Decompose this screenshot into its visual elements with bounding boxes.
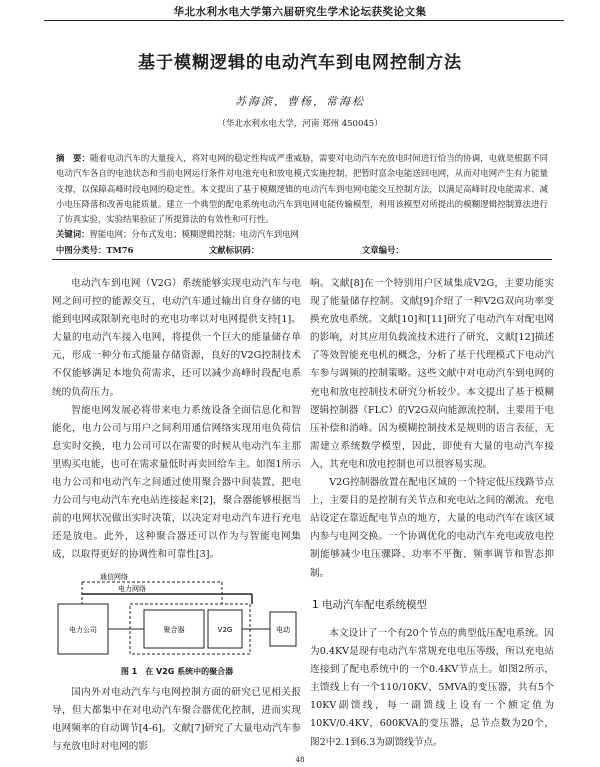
keywords-text: 智能电网；分布式发电；模糊逻辑控制；电动汽车到电网 [89, 229, 299, 239]
abstract-rule [52, 259, 552, 260]
cls-label: 中图分类号： [56, 245, 107, 255]
intro-paragraph-1: 电动汽车到电网（V2G）系统能够实现电动汽车与电网之间可控的能源交互，电动汽车通过输出自身存储的电能到电网或限制充电时的充电功率以对电网提供支持[1]。大量的电动汽车接入电网，将提供一个巨大的能量储存单元，形成一种分布式能量存储资源，良好的V2G控制技术不仅能够满足本地负荷需求，还可以减少高峰时段配电系统的负荷压力。 [52, 278, 301, 398]
right-column-top [310, 275, 554, 583]
intro-paragraph-3-cont: 响。文献[8]在一个特别用户区域集成V2G，主要功能实现了能量储存控制。文献[9]介绍了一种V2G双向功率变换充放电系统。文献[10]和[11]研究了电动汽车对配电网的影响，对其应用负载流技术进行了研究，文献[12]描述了等效智能充电机的概念，分析了基于代理模式下电动汽车参与调频的控制策略。这些文献中对电动汽车到电网的充电和放电控制技术研究分析较少。本文提出了基于模糊逻辑控制器（FLC）的V2G双向能源流控制，主要用于电压补偿和消峰。因为模糊控制技术是规则的语言表征，无需建立系统数学模型，因此，即使有大量的电动汽车接入，其充电和放电控制也可以很容易实现。 [310, 278, 554, 470]
page-number: 48 [295, 756, 305, 764]
section-1-heading: 1 电动汽车配电系统模型 [312, 599, 428, 611]
article-number-label: 文章编号： [361, 245, 404, 255]
classification-line [56, 244, 548, 256]
intro-paragraph-2: 智能电网发展必将带来电力系统设备全面信息化和智能化，电力公司与用户之间利用通信网络实现用电负荷信息实时交换，电力公司可以在需要的时候从电动汽车主那里购买电能，也可在需求量低时再卖回给车主。如图1所示电力公司和电动汽车之间通过使用聚合器中间装置，把电力公司与电动汽车充电站连接起来[2]，聚合器能够根据当前的电网状况做出实时决策，以决定对电动汽车进行充电还是放电。此外，这种聚合器还可以作为与智能电网集成，以取得更好的协调性和可靠性[3]。 [52, 404, 301, 561]
ev-label: 电动 [276, 626, 290, 634]
intro-paragraph-4: V2G控制器放置在配电区域的一个特定低压线路节点上，主要目的是控制有关节点和充电站之间的潮流。充电站设定在靠近配电节点的地方，大量的电动汽车在该区域内参与电网交换。一个协调优化的电动汽车充电或放电控制能够减少电压骤降、功率不平衡、频率调节和智态抑制。 [310, 477, 554, 579]
author-list: 苏海滨，曹杨，常海松 [235, 95, 365, 108]
paper-title: 基于模糊逻辑的电动汽车到电网控制方法 [138, 53, 462, 73]
utility-label: 电力公司 [69, 626, 97, 634]
doc-code-label: 文献标识码： [208, 245, 260, 255]
keywords [56, 228, 548, 240]
left-column-top [52, 275, 301, 565]
keywords-label: 关键词： [56, 229, 90, 239]
v2g-label: V2G [217, 626, 233, 634]
abstract-label: 摘 要： [56, 153, 90, 163]
abstract-text: 随着电动汽车的大量接入，将对电网的稳定性构成严重威胁，需要对电动汽车充放电时间进行恰当的协调，电就是根据不同电动汽车各自的电池状态和当前电网运行条件对电池充电和放电模式实施控制，把暂时富余电能送回电网，从而对电网产生有力能量支撑，以保障高峰时段电网的稳定性。本文提出了基于模糊逻辑的电动汽车到电网电能交互控制方法，以满足高峰时段电能需求、减小电压降落和改善电能质量。建立一个典型的配电系统电动汽车到电网电能传输模型，利用该模型对所提出的模糊逻辑控制算法进行了仿真实验，实验结果验证了所提算法的有效性和可行性。 [56, 153, 549, 225]
comm-network-label: 通信网络 [100, 573, 128, 581]
aggregator-label: 聚合器 [163, 626, 185, 634]
running-header: 华北水利水电大学第六届研究生学术论坛获奖论文集 [173, 6, 427, 18]
section-1-paragraph-1: 本文设计了一个有20个节点的典型低压配电系统。因为0.4KV是现有电动汽车常规充电电压等级，所以充电站连接到了配电系统中的一个0.4KV节点上。如图2所示，主馈线上有一个110/10KV、5MVA的变压器，共有5个10KV副馈线，每一副馈线上设有一个额定值为10KV/0.4KV，600KVA的变压器，总节点数为20个，图2中2.1到6.3为副馈线节点。 [310, 628, 554, 748]
right-column-bottom [310, 625, 554, 752]
figure-1-aggregator-diagram [52, 572, 302, 666]
abstract [56, 151, 548, 227]
affiliation: （华北水利水电大学，河南 郑州 450045） [217, 119, 383, 129]
cls-value: TM76 [106, 245, 134, 255]
left-column-bottom [52, 684, 301, 756]
header-rule [44, 20, 564, 21]
figure-1-caption: 图 1 在 V2G 系统中的聚合器 [120, 667, 234, 676]
power-network-label: 电力网络 [118, 585, 146, 593]
intro-paragraph-3: 国内外对电动汽车与电网控制方面的研究已见相关报导，但大都集中在对电动汽车聚合器优化控制，进而实现电网频率的自动调节[4-6]。文献[7]研究了大量电动汽车参与充放电时对电网的影 [52, 687, 301, 753]
